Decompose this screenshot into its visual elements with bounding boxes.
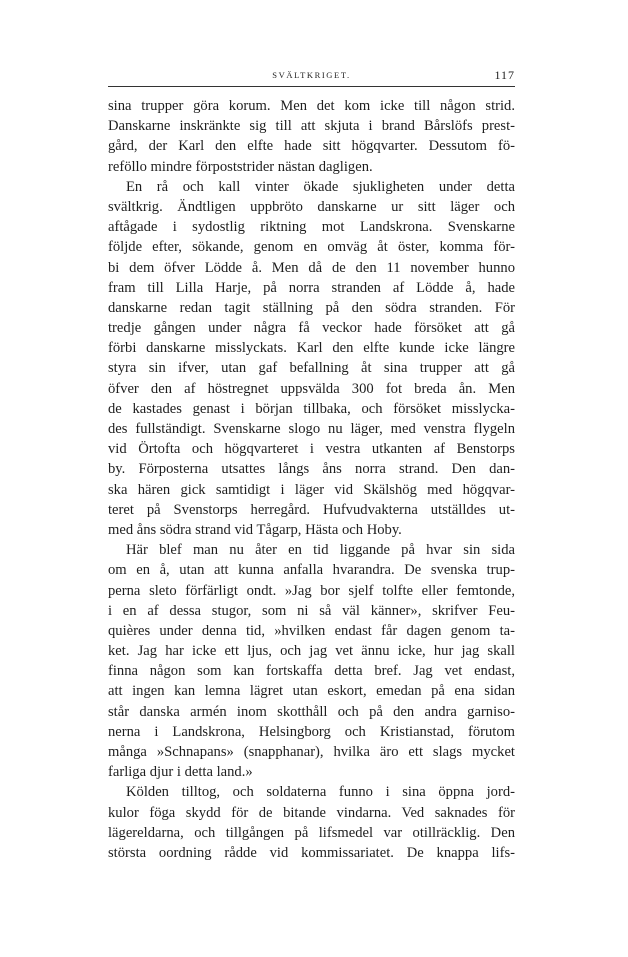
text-line: reföllo mindre förpoststrider nästan dagligen. <box>108 158 373 175</box>
text-line: med åns södra strand vid Tågarp, Hästa och Hoby. <box>108 521 402 538</box>
text-line: kulor föga skydd för de bitande vindarna. Ved saknades för <box>108 804 515 821</box>
body-text <box>108 96 515 863</box>
text-line: farliga djur i detta land.» <box>108 764 253 781</box>
running-title: SVÄLTKRIGET. <box>272 70 351 80</box>
text-line: bi dem öfver Lödde å. Men då de den 11 november hunno <box>108 259 515 276</box>
text-line: En rå och kall vinter ökade sjukligheten under detta <box>126 178 515 195</box>
text-line: tredje gången under några få veckor hade försöket att gå <box>108 320 515 337</box>
text-line: många »Schnapans» (snapphanar), hvilka äro ett slags mycket <box>108 744 515 760</box>
header-rule <box>108 86 515 87</box>
text-line: ska hären gick samtidigt i läger vid Skälshög med högqvar- <box>108 481 515 498</box>
text-line: Danskarne inskränkte sig till att skjuta i brand Bårslöfs prest- <box>108 118 515 135</box>
text-line: vid Örtofta och högqvarteret i vestra utkanten af Benstorps <box>108 441 515 458</box>
text-line: perna sleto förfärligt ondt. »Jag bor sjelf tolfte eller femtonde, <box>108 582 515 599</box>
text-line: Här blef man nu åter en tid liggande på hvar sin sida <box>126 542 515 559</box>
text-line: i en af dessa stugor, som ni så väl känner», skrifver Feu- <box>108 602 515 619</box>
text-line: des fullständigt. Svenskarne slogo nu läger, med venstra flygeln <box>108 421 515 437</box>
text-line: om en å, utan att kunna anfalla hvarandra. De svenska trup- <box>108 562 515 579</box>
text-line: att ingen kan lemna lägret utan eskort, emedan på ena sidan <box>108 683 515 700</box>
text-line: ket. Jag har icke ett ljus, och jag vet ännu icke, hur jag skall <box>108 643 515 660</box>
text-line: quières under denna tid, »hvilken endast får dagen genom ta- <box>108 622 515 639</box>
running-head <box>108 68 515 84</box>
text-line: aftågade i sydostlig riktning mot Landskrona. Svenskarne <box>108 219 515 236</box>
text-line: Kölden tilltog, och soldaterna funno i sina öppna jord- <box>126 784 515 801</box>
text-line: största oordning rådde vid kommissariatet. De knappa lifs- <box>108 844 515 861</box>
text-line: följde efter, sökande, genom en omväg åt öster, komma för- <box>108 239 515 256</box>
text-line: finna någon som kan fortskaffa detta bref. Jag vet endast, <box>108 663 515 680</box>
text-line: teret på Svenstorps herregård. Hufvudvakterna utställdes ut- <box>108 501 515 518</box>
text-line: styra sin ifver, utan gaf befallning åt sina trupper att gå <box>108 360 515 377</box>
text-line: sina trupper göra korum. Men det kom icke till någon strid. <box>108 98 515 114</box>
text-line: de kastades genast i början tillbaka, och försöket misslycka- <box>108 400 515 417</box>
text-line: förbi danskarne misslyckats. Karl den elfte kunde icke längre <box>108 340 515 357</box>
text-line: öfver den af höstregnet uppsvälda 300 fot breda ån. Men <box>108 380 515 397</box>
text-line: fram till Lilla Harje, på norra stranden af Lödde å, hade <box>108 279 515 296</box>
text-line: svältkrig. Ändtligen uppbröto danskarne ur sitt läger och <box>108 198 515 215</box>
text-line: gård, der Karl den elfte hade sitt högqvarter. Dessutom fö- <box>108 138 515 155</box>
page-number: 117 <box>494 68 515 82</box>
text-line: står danska armén inom skotthåll och på den andra garniso- <box>108 703 515 720</box>
text-line: nerna i Landskrona, Helsingborg och Kristianstad, förutom <box>108 723 515 740</box>
text-line: by. Förposterna utsattes långs åns norra strand. Den dan- <box>108 461 515 478</box>
text-line: lägereldarna, och tillgången på lifsmedel var otillräcklig. Den <box>108 824 515 841</box>
text-line: danskarne redan tagit ställning på den södra stranden. För <box>108 299 515 316</box>
